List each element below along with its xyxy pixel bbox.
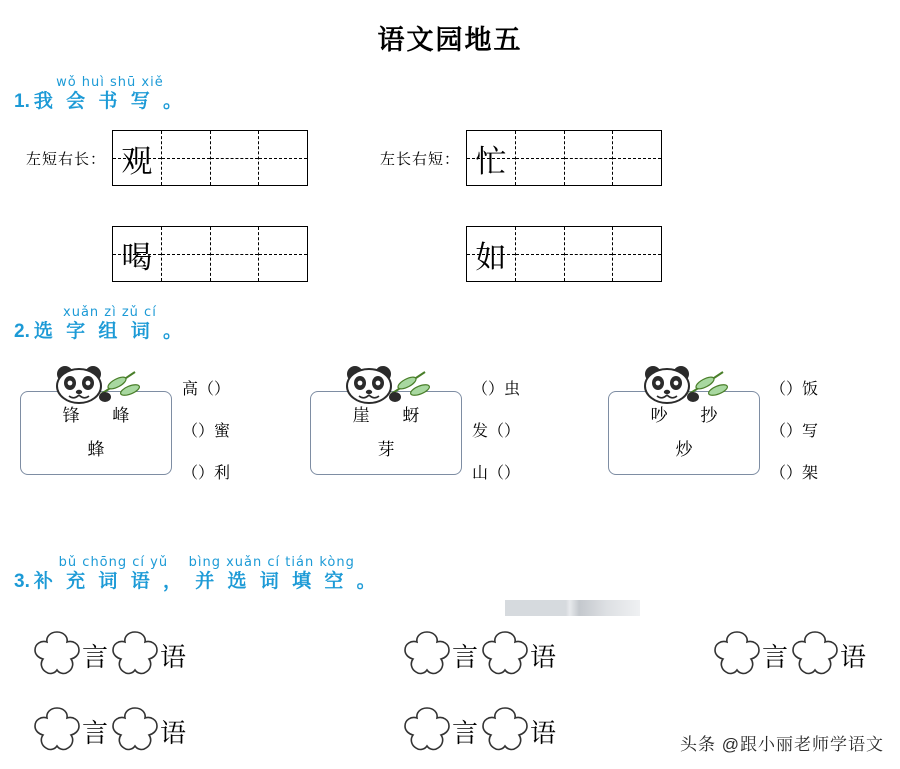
tianzi-cell[interactable] — [259, 131, 307, 185]
flower-row-1 — [20, 628, 900, 690]
tianzi-grid-he[interactable] — [112, 226, 308, 282]
char-row: 芽 — [377, 440, 409, 459]
flower-group[interactable] — [400, 628, 556, 682]
flower-char: 言 — [452, 718, 479, 749]
grid-label-left-long: 左长右短： — [379, 150, 460, 168]
blank-item[interactable] — [770, 411, 818, 453]
blank-post: ） — [214, 381, 231, 398]
blank-pre: 发（ — [472, 423, 505, 440]
blank-item[interactable] — [182, 369, 230, 411]
question-1-grids — [14, 130, 894, 296]
flower-char: 语 — [530, 718, 557, 749]
tianzi-cell[interactable] — [113, 131, 162, 185]
char-row: 炒 — [675, 440, 707, 459]
blank-list-3 — [770, 369, 818, 495]
blank-item[interactable] — [182, 411, 230, 453]
blank-item[interactable] — [770, 453, 818, 495]
flower-group[interactable] — [400, 704, 556, 758]
flower-blank-icon[interactable] — [478, 704, 532, 758]
question-1-heading — [14, 75, 186, 113]
question-3-heading — [14, 555, 380, 593]
char-row: 锋 峰 — [62, 406, 144, 425]
flower-blank-icon[interactable] — [478, 628, 532, 682]
flower-char: 言 — [762, 642, 789, 673]
flower-blank-icon[interactable] — [400, 628, 454, 682]
tianzi-char: 观 — [121, 143, 153, 180]
flower-char: 语 — [530, 642, 557, 673]
question-3-text: 补 充 词 语 ， 并 选 词 填 空 。 — [33, 571, 380, 592]
flower-blank-icon[interactable] — [400, 704, 454, 758]
grid-label-left-short: 左短右长： — [25, 150, 106, 168]
blank-pre: 山（ — [472, 465, 505, 482]
character-box-2[interactable] — [310, 391, 462, 475]
tianzi-cell[interactable] — [211, 131, 260, 185]
word-group-3 — [608, 365, 818, 495]
blank-item[interactable] — [472, 411, 520, 453]
blank-post: ）架 — [786, 465, 819, 482]
blank-pre: （ — [770, 423, 787, 440]
watermark: 头条 @跟小丽老师学语文 — [680, 735, 884, 754]
grid-row-1 — [14, 130, 894, 200]
blank-pre: （ — [770, 465, 787, 482]
flower-char: 语 — [160, 642, 187, 673]
flower-group[interactable] — [30, 628, 186, 682]
tianzi-cell[interactable] — [162, 131, 211, 185]
tianzi-char: 忙 — [475, 143, 507, 180]
flower-group[interactable] — [710, 628, 866, 682]
blank-pre: （ — [182, 423, 199, 440]
question-3 — [14, 555, 380, 593]
character-box-3[interactable] — [608, 391, 760, 475]
tianzi-cell[interactable] — [613, 227, 661, 281]
tianzi-grid-ru[interactable] — [466, 226, 662, 282]
flower-char: 语 — [840, 642, 867, 673]
tianzi-cell[interactable] — [259, 227, 307, 281]
word-group-1 — [20, 365, 230, 495]
blank-item[interactable] — [472, 453, 520, 495]
blank-post: ）虫 — [488, 381, 521, 398]
blank-post: ） — [504, 423, 521, 440]
flower-char: 言 — [82, 642, 109, 673]
blank-item[interactable] — [472, 369, 520, 411]
tianzi-cell[interactable] — [467, 227, 516, 281]
question-3-pinyin: bǔ chōng cí yǔ bìng xuǎn cí tián kòng — [58, 555, 355, 570]
flower-blank-icon[interactable] — [108, 704, 162, 758]
character-box-3-chars — [609, 392, 759, 474]
blank-list-1 — [182, 369, 230, 495]
tianzi-cell[interactable] — [613, 131, 661, 185]
char-row: 蜂 — [87, 440, 119, 459]
flower-char: 言 — [82, 718, 109, 749]
flower-group[interactable] — [30, 704, 186, 758]
blank-post: ）饭 — [786, 381, 819, 398]
tianzi-cell[interactable] — [467, 131, 516, 185]
blank-item[interactable] — [182, 453, 230, 495]
blank-post: ）利 — [198, 465, 231, 482]
blank-pre: （ — [472, 381, 489, 398]
word-group-2 — [310, 365, 520, 495]
flower-blank-icon[interactable] — [108, 628, 162, 682]
character-box-1[interactable] — [20, 391, 172, 475]
question-2 — [14, 305, 186, 343]
tianzi-cell[interactable] — [113, 227, 162, 281]
character-box-2-chars — [311, 392, 461, 474]
flower-blank-icon[interactable] — [30, 704, 84, 758]
tianzi-cell[interactable] — [516, 227, 565, 281]
question-2-text: 选 字 组 词 。 — [33, 321, 186, 342]
flower-char: 语 — [160, 718, 187, 749]
page-title: 语文园地五 — [377, 25, 523, 55]
grid-row-2 — [14, 226, 894, 296]
flower-blank-icon[interactable] — [30, 628, 84, 682]
tianzi-char: 喝 — [121, 239, 153, 276]
flower-char: 言 — [452, 642, 479, 673]
question-2-heading — [14, 305, 186, 343]
character-box-1-chars — [21, 392, 171, 474]
question-2-pinyin: xuǎn zì zǔ cí — [63, 305, 157, 320]
question-1-pinyin: wǒ huì shū xiě — [56, 75, 164, 90]
blank-post: ）写 — [786, 423, 819, 440]
question-1-number: 1. — [14, 91, 30, 112]
blank-pre: （ — [182, 465, 199, 482]
char-row: 吵 抄 — [650, 406, 732, 425]
blank-list-2 — [472, 369, 520, 495]
blank-post: ）蜜 — [198, 423, 231, 440]
tianzi-grid-guan[interactable] — [112, 130, 308, 186]
question-1-text: 我 会 书 写 。 — [33, 91, 186, 112]
tianzi-grid-mang[interactable] — [466, 130, 662, 186]
flower-blank-icon[interactable] — [710, 628, 764, 682]
blank-item[interactable] — [770, 369, 818, 411]
question-1 — [14, 75, 507, 276]
tianzi-cell[interactable] — [516, 131, 565, 185]
redaction-smudge — [505, 600, 640, 616]
tianzi-char: 如 — [475, 239, 507, 276]
blank-pre: （ — [770, 381, 787, 398]
question-2-number: 2. — [14, 321, 30, 342]
tianzi-cell[interactable] — [162, 227, 211, 281]
tianzi-cell[interactable] — [211, 227, 260, 281]
tianzi-cell[interactable] — [565, 227, 614, 281]
blank-post: ） — [504, 465, 521, 482]
char-row: 崖 蚜 — [352, 406, 434, 425]
tianzi-cell[interactable] — [565, 131, 614, 185]
flower-blank-icon[interactable] — [788, 628, 842, 682]
blank-pre: 高（ — [182, 381, 215, 398]
question-3-number: 3. — [14, 571, 30, 592]
